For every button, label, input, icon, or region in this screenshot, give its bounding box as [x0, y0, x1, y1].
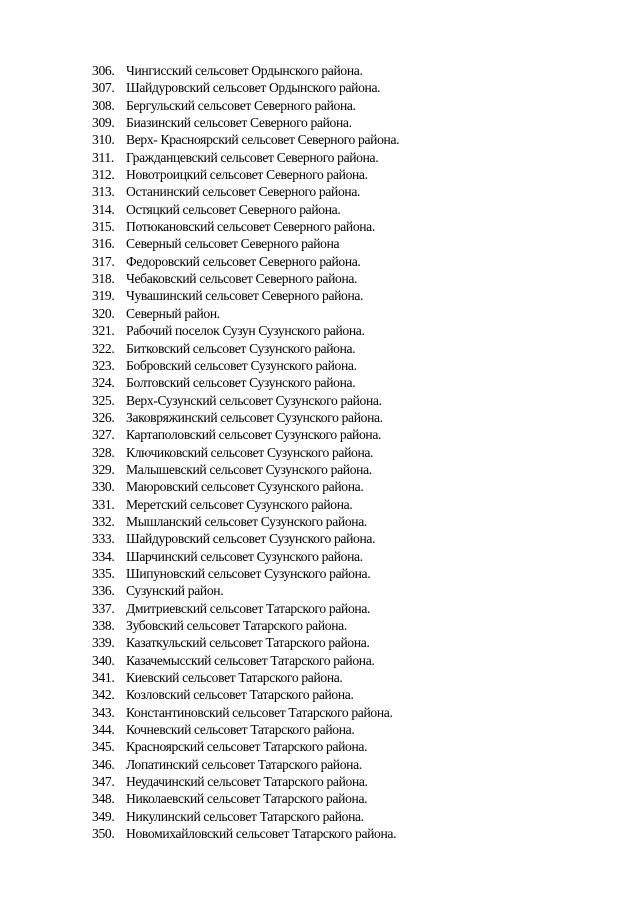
item-number: 343. — [92, 704, 115, 720]
item-number: 320. — [92, 305, 115, 321]
item-text: Останинский сельсовет Северного района. — [126, 184, 361, 200]
list-item — [92, 756, 612, 773]
list-item — [92, 409, 612, 426]
item-number: 324. — [92, 375, 115, 391]
list-item — [92, 270, 612, 287]
list-item — [92, 669, 612, 686]
item-text: Бобровский сельсовет Сузунского района. — [126, 357, 357, 373]
list-item — [92, 773, 612, 790]
list-item — [92, 287, 612, 304]
item-text: Зубовский сельсовет Татарского района. — [126, 618, 347, 633]
list-item — [92, 704, 612, 721]
item-number: 326. — [92, 409, 115, 425]
item-number: 337. — [92, 600, 115, 616]
list-item — [92, 253, 612, 270]
item-text: Шипуновский сельсовет Сузунского района. — [126, 565, 371, 581]
item-number: 318. — [92, 271, 115, 287]
list-item — [92, 357, 612, 374]
item-text: Киевский сельсовет Татарского района. — [126, 670, 343, 686]
list-item — [92, 183, 612, 200]
item-number: 333. — [92, 531, 115, 547]
item-number: 319. — [92, 288, 115, 304]
item-text: Лопатинский сельсовет Татарского района. — [126, 756, 362, 772]
list-item — [92, 305, 612, 322]
item-number: 339. — [92, 635, 115, 651]
item-text: Верх- Красноярский сельсовет Северного района. — [126, 132, 400, 148]
item-text: Мышланский сельсовет Сузунского района. — [126, 513, 367, 529]
list-item — [92, 790, 612, 807]
item-text: Верх-Сузунский сельсовет Сузунского района. — [126, 392, 382, 408]
item-text: Федоровский сельсовет Северного района. — [126, 253, 361, 269]
item-number: 332. — [92, 513, 115, 529]
numbered-list — [92, 62, 612, 842]
item-text: Битковский сельсовет Сузунского района. — [126, 340, 356, 356]
item-number: 335. — [92, 565, 115, 581]
list-item — [92, 738, 612, 755]
item-number: 308. — [92, 97, 115, 113]
list-item — [92, 149, 612, 166]
item-text: Гражданцевский сельсовет Северного района. — [126, 149, 379, 165]
item-number: 325. — [92, 392, 115, 408]
item-text: Маюровский сельсовет Сузунского района. — [126, 479, 364, 495]
item-number: 345. — [92, 739, 115, 755]
list-item — [92, 426, 612, 443]
item-number: 334. — [92, 548, 115, 564]
item-number: 323. — [92, 357, 115, 373]
item-number: 330. — [92, 479, 115, 495]
item-text: Красноярский сельсовет Татарского района. — [126, 739, 368, 755]
item-text: Константиновский сельсовет Татарского района. — [126, 704, 393, 720]
item-number: 348. — [92, 791, 115, 807]
item-text: Козловский сельсовет Татарского района. — [126, 687, 354, 703]
item-text: Бергульский сельсовет Северного района. — [126, 97, 356, 113]
item-text: Казачемысский сельсовет Татарского района. — [126, 652, 375, 668]
item-number: 350. — [92, 826, 115, 842]
list-item — [92, 322, 612, 339]
item-text: Заковряжинский сельсовет Сузунского района. — [126, 409, 383, 425]
item-number: 328. — [92, 444, 115, 460]
item-text: Новомихайловский сельсовет Татарского района. — [126, 826, 397, 842]
item-text: Картаполовский сельсовет Сузунского района. — [126, 427, 382, 443]
item-number: 315. — [92, 219, 115, 235]
item-number: 336. — [92, 583, 115, 599]
item-text: Чебаковский сельсовет Северного района. — [126, 271, 358, 287]
list-item — [92, 79, 612, 96]
list-item — [92, 582, 612, 599]
list-item — [92, 374, 612, 391]
list-item — [92, 652, 612, 669]
item-number: 347. — [92, 774, 115, 790]
item-text: Никулинский сельсовет Татарского района. — [126, 808, 364, 824]
item-text: Шарчинский сельсовет Сузунского района. — [126, 548, 363, 564]
list-item — [92, 235, 612, 252]
item-number: 342. — [92, 687, 115, 703]
item-text: Чингисский сельсовет Ордынского района. — [126, 63, 363, 78]
item-number: 314. — [92, 201, 115, 217]
list-item — [92, 478, 612, 495]
list-item — [92, 686, 612, 703]
item-number: 321. — [92, 323, 115, 339]
item-text: Остяцкий сельсовет Северного района. — [126, 201, 341, 217]
item-number: 322. — [92, 340, 115, 356]
list-item — [92, 114, 612, 131]
item-number: 317. — [92, 253, 115, 269]
item-number: 346. — [92, 756, 115, 772]
item-number: 329. — [92, 461, 115, 477]
list-item — [92, 340, 612, 357]
item-number: 338. — [92, 618, 115, 633]
item-text: Малышевский сельсовет Сузунского района. — [126, 461, 372, 477]
item-number: 327. — [92, 427, 115, 443]
item-text: Шайдуровский сельсовет Сузунского района. — [126, 531, 376, 547]
item-number: 309. — [92, 115, 115, 131]
list-item — [92, 513, 612, 530]
list-item — [92, 461, 612, 478]
item-number: 331. — [92, 496, 115, 512]
list-item — [92, 62, 612, 79]
item-number: 307. — [92, 80, 115, 96]
item-text: Ключиковский сельсовет Сузунского района. — [126, 444, 374, 460]
item-text: Потюкановский сельсовет Северного района. — [126, 219, 375, 235]
item-text: Чувашинский сельсовет Северного района. — [126, 288, 364, 304]
item-text: Меретский сельсовет Сузунского района. — [126, 496, 353, 512]
item-text: Сузунский район. — [126, 583, 224, 599]
item-text: Неудачинский сельсовет Татарского района. — [126, 774, 368, 790]
item-text: Дмитриевский сельсовет Татарского района. — [126, 600, 371, 616]
list-item — [92, 530, 612, 547]
list-item — [92, 131, 612, 148]
item-number: 312. — [92, 167, 115, 183]
list-item — [92, 218, 612, 235]
item-text: Казаткульский сельсовет Татарского района. — [126, 635, 370, 651]
item-number: 349. — [92, 808, 115, 824]
item-text: Шайдуровский сельсовет Ордынского района. — [126, 80, 381, 96]
item-number: 340. — [92, 652, 115, 668]
item-number: 313. — [92, 184, 115, 200]
item-number: 344. — [92, 722, 115, 738]
item-number: 310. — [92, 132, 115, 148]
list-item — [92, 392, 612, 409]
item-text: Рабочий поселок Сузун Сузунского района. — [126, 323, 365, 339]
item-number: 311. — [92, 149, 114, 165]
item-number: 341. — [92, 670, 115, 686]
item-number: 316. — [92, 236, 115, 252]
list-item — [92, 201, 612, 218]
list-item — [92, 600, 612, 617]
list-item — [92, 496, 612, 513]
item-text: Болтовский сельсовет Сузунского района. — [126, 375, 356, 391]
item-text: Новотроицкий сельсовет Северного района. — [126, 167, 368, 183]
list-item — [92, 808, 612, 825]
item-number: 306. — [92, 63, 115, 78]
list-item — [92, 825, 612, 842]
item-text: Николаевский сельсовет Татарского района. — [126, 791, 368, 807]
list-item — [92, 548, 612, 565]
list-item — [92, 721, 612, 738]
list-item — [92, 617, 612, 634]
list-item — [92, 97, 612, 114]
list-item — [92, 166, 612, 183]
item-text: Северный район. — [126, 305, 220, 321]
item-text: Северный сельсовет Северного района — [126, 236, 340, 252]
item-text: Биазинский сельсовет Северного района. — [126, 115, 352, 131]
list-item — [92, 565, 612, 582]
item-text: Кочневский сельсовет Татарского района. — [126, 722, 355, 738]
list-item — [92, 444, 612, 461]
list-item — [92, 634, 612, 651]
